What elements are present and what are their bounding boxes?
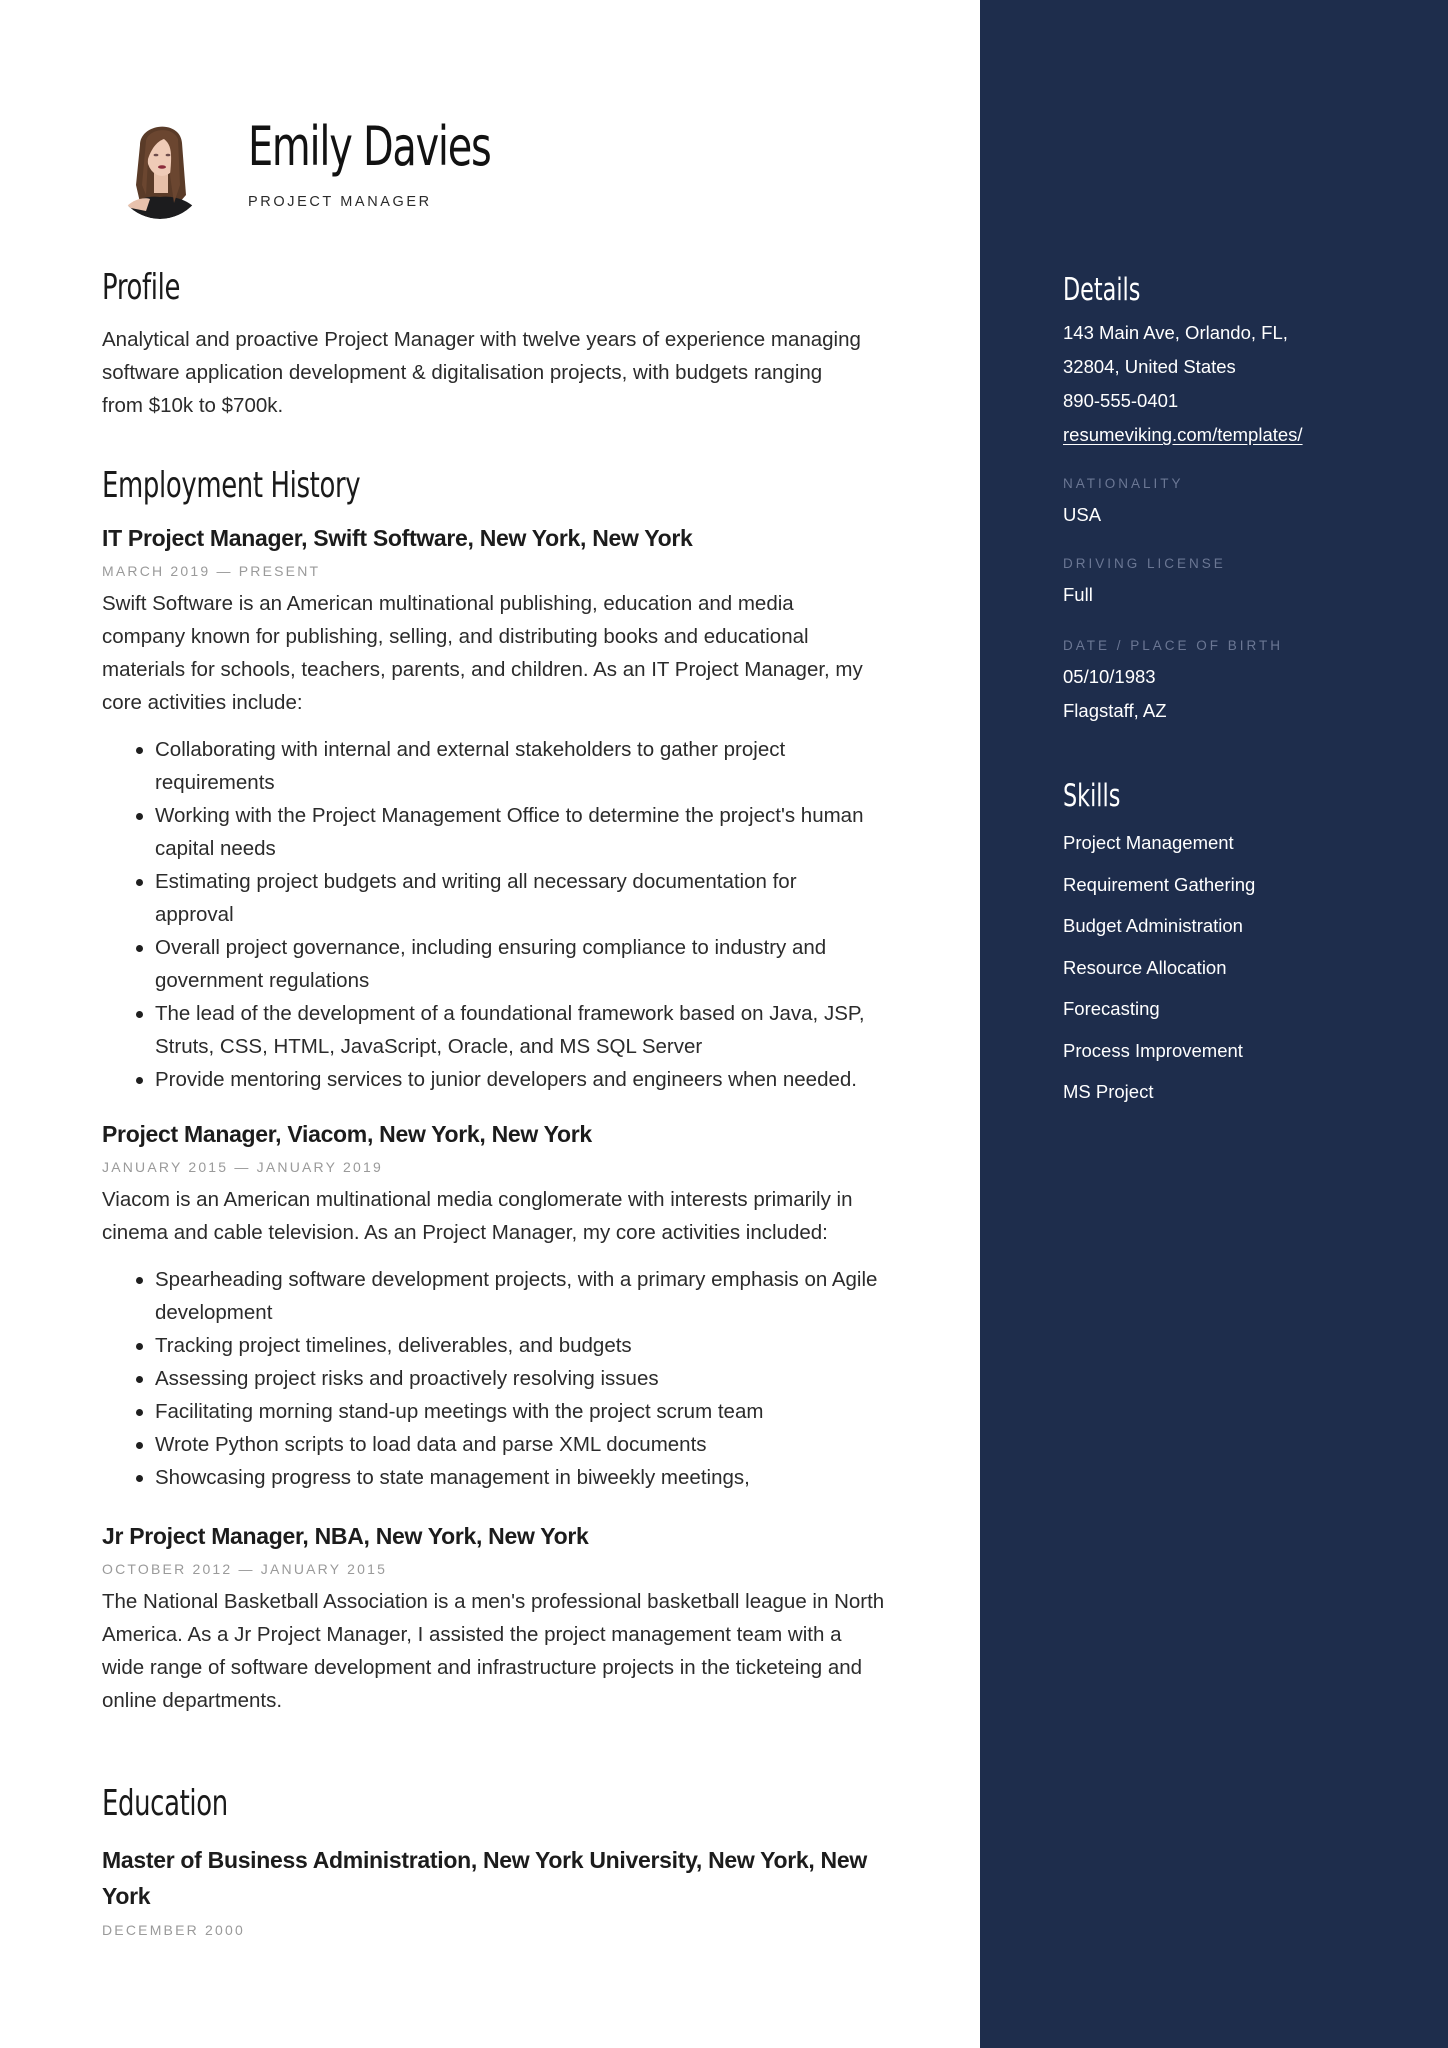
job-description [102,1183,912,1249]
bullet-item [155,1395,912,1428]
birth-label: DATE / PLACE OF BIRTH [1063,638,1284,653]
job-title: Project Manager, Viacom, New York, New York [102,1121,592,1147]
description-line: online departments. [102,1689,283,1712]
job-entry [102,522,912,1096]
employment-section [102,464,912,1717]
degree-title [102,1842,912,1914]
description-line: core activities include: [102,691,303,714]
skill-item: Forecasting [1063,998,1160,1019]
resume-header [102,112,491,222]
description-line: wide range of software development and infrastructure projects in the ticketeing and [102,1656,863,1679]
job-dates: JANUARY 2015 — JANUARY 2019 [102,1159,383,1175]
bullet-line: development [155,1301,273,1324]
birth-date: 05/10/1983 [1063,666,1156,687]
bullet-line: Collaborating with internal and external stakeholders to gather project [155,738,786,761]
description-line: company known for publishing, selling, and distributing books and educational [102,625,809,648]
bullet-item [155,799,912,865]
description-line: The National Basketball Association is a men's professional basketball league in North [102,1590,885,1613]
skill-item: Project Management [1063,832,1234,853]
contact-info [1063,316,1423,452]
skill-item: Process Improvement [1063,1039,1243,1061]
bullet-line: Tracking project timelines, deliverables, and budgets [155,1334,632,1357]
bullet-line: Provide mentoring services to junior developers and engineers when needed. [155,1068,857,1091]
skill-item: Resource Allocation [1063,956,1227,978]
skills-list [1063,822,1423,1113]
details-section [1063,270,1423,728]
driving-license-label: DRIVING LICENSE [1063,556,1226,571]
job-entry [102,1520,912,1717]
website-link[interactable]: resumeviking.com/templates/ [1063,424,1303,445]
skill-item: Budget Administration [1063,915,1243,936]
bullet-line: Struts, CSS, HTML, JavaScript, Oracle, and MS SQL Server [155,1035,703,1058]
bullet-item [155,1362,912,1395]
bullet-line: Working with the Project Management Office to determine the project's human [155,804,864,827]
bullet-line: The lead of the development of a foundational framework based on Java, JSP, [155,1002,865,1025]
education-heading: Education [102,1783,228,1824]
avatar [112,115,208,219]
job-title: IT Project Manager, Swift Software, New York, New York [102,525,693,551]
portrait-photo-icon [112,115,208,219]
details-heading: Details [1063,272,1141,308]
job-bullets [155,733,912,1096]
degree-line: York [102,1883,151,1909]
skills-section [1063,776,1423,1113]
job-title: Jr Project Manager, NBA, New York, New York [102,1523,589,1549]
bullet-item [155,1461,912,1494]
candidate-name: Emily Davies [248,115,491,178]
driving-license-field [1063,554,1423,612]
skills-heading: Skills [1063,778,1121,814]
bullet-item [155,931,912,997]
education-dates: DECEMBER 2000 [102,1922,245,1938]
description-line: Swift Software is an American multinational publishing, education and media [102,592,794,615]
nationality-value: USA [1063,504,1102,525]
education-section [102,1782,912,1940]
bullet-line: requirements [155,771,275,794]
bullet-item [155,1063,912,1096]
bullet-line: Overall project governance, including ensuring compliance to industry and [155,936,827,959]
bullet-line: Spearheading software development projects, with a primary emphasis on Agile [155,1268,878,1291]
bullet-item [155,1428,912,1461]
profile-line: from $10k to $700k. [102,394,284,417]
bullet-line: Wrote Python scripts to load data and parse XML documents [155,1433,707,1456]
birth-place: Flagstaff, AZ [1063,700,1167,721]
profile-heading: Profile [102,267,181,308]
bullet-line: Assessing project risks and proactively resolving issues [155,1367,659,1390]
bullet-line: Facilitating morning stand-up meetings with the project scrum team [155,1400,764,1423]
phone-number: 890-555-0401 [1063,390,1179,411]
skill-item: MS Project [1063,1081,1154,1102]
bullet-line: capital needs [155,837,276,860]
name-block [248,112,544,210]
birth-field [1063,636,1423,728]
profile-summary [102,323,912,422]
nationality-label: NATIONALITY [1063,476,1184,491]
bullet-line: approval [155,903,234,926]
job-description [102,1585,912,1717]
education-entry [102,1842,912,1940]
bullet-item [155,1263,912,1329]
nationality-field [1063,474,1423,532]
driving-license-value: Full [1063,584,1093,605]
address-line: 32804, United States [1063,356,1236,377]
description-line: materials for schools, teachers, parents, and children. As an IT Project Manager, my [102,658,863,681]
candidate-job-title: PROJECT MANAGER [248,194,432,210]
address-line: 143 Main Ave, Orlando, FL, [1063,322,1288,343]
profile-line: software application development & digitalisation projects, with budgets ranging [102,361,823,384]
bullet-line: Estimating project budgets and writing all necessary documentation for [155,870,797,893]
bullet-item [155,997,912,1063]
job-bullets [155,1263,912,1494]
bullet-line: Showcasing progress to state management in biweekly meetings, [155,1466,750,1489]
job-dates: MARCH 2019 — PRESENT [102,563,321,579]
description-line: America. As a Jr Project Manager, I assisted the project management team with a [102,1623,842,1646]
job-dates: OCTOBER 2012 — JANUARY 2015 [102,1561,388,1577]
description-line: cinema and cable television. As an Project Manager, my core activities included: [102,1221,828,1244]
employment-heading: Employment History [102,465,361,506]
bullet-item [155,865,912,931]
profile-line: Analytical and proactive Project Manager with twelve years of experience managing [102,328,861,351]
bullet-item [155,1329,912,1362]
description-line: Viacom is an American multinational media conglomerate with interests primarily in [102,1188,853,1211]
profile-section [102,266,912,422]
job-description [102,587,912,719]
job-entry [102,1118,912,1494]
bullet-item [155,733,912,799]
skill-item: Requirement Gathering [1063,873,1256,895]
degree-line: Master of Business Administration, New York University, New York, New [102,1847,867,1873]
bullet-line: government regulations [155,969,370,992]
